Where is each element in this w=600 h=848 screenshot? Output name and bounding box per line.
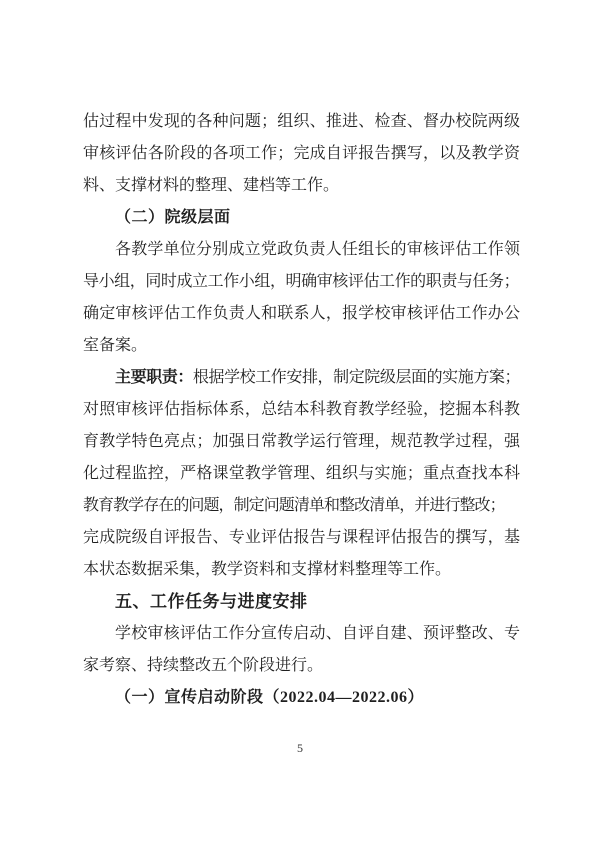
body-line: 化过程监控，严格课堂教学管理、组织与实施；重点查找本科 [83, 465, 520, 482]
body-line: 导小组，同时成立工作小组，明确审核评估工作的职责与任务； [83, 273, 520, 290]
page-number: 5 [297, 741, 303, 755]
heading-college-level: （二）院级层面 [115, 209, 231, 226]
body-line: 各教学单位分别成立党政负责人任组长的审核评估工作领 [115, 241, 520, 258]
duty-text: 根据学校工作安排，制定院级层面的实施方案； [192, 369, 521, 386]
body-line: 估过程中发现的各种问题；组织、推进、检查、督办校院两级 [83, 113, 520, 130]
body-line: 确定审核评估工作负责人和联系人，报学校审核评估工作办公 [83, 305, 520, 322]
body-line: 料、支撑材料的整理、建档等工作。 [83, 177, 340, 194]
body-line: 本状态数据采集，教学资料和支撑材料整理等工作。 [83, 561, 452, 578]
body-line: 学校审核评估工作分宣传启动、自评自建、预评整改、专 [115, 625, 520, 642]
body-line: 对照审核评估指标体系，总结本科教育教学经验，挖掘本科教 [83, 401, 520, 418]
body-line: 完成院级自评报告、专业评估报告与课程评估报告的撰写，基 [83, 529, 520, 546]
heading-phase-1: （一）宣传启动阶段（2022.04—2022.06） [115, 689, 425, 706]
body-line [83, 362, 520, 394]
body-line: 育教学特色亮点；加强日常教学运行管理，规范教学过程，强 [83, 433, 520, 450]
body-line: 审核评估各阶段的各项工作；完成自评报告撰写，以及教学资 [83, 145, 520, 162]
body-line: 家考察、持续整改五个阶段进行。 [83, 657, 324, 674]
body-line: 室备案。 [83, 337, 148, 354]
duty-label: 主要职责： [115, 369, 193, 386]
page-body [83, 106, 520, 714]
body-line: 教育教学存在的问题，制定问题清单和整改清单，并进行整改； [83, 497, 505, 514]
heading-section-5: 五、工作任务与进度安排 [115, 592, 308, 611]
